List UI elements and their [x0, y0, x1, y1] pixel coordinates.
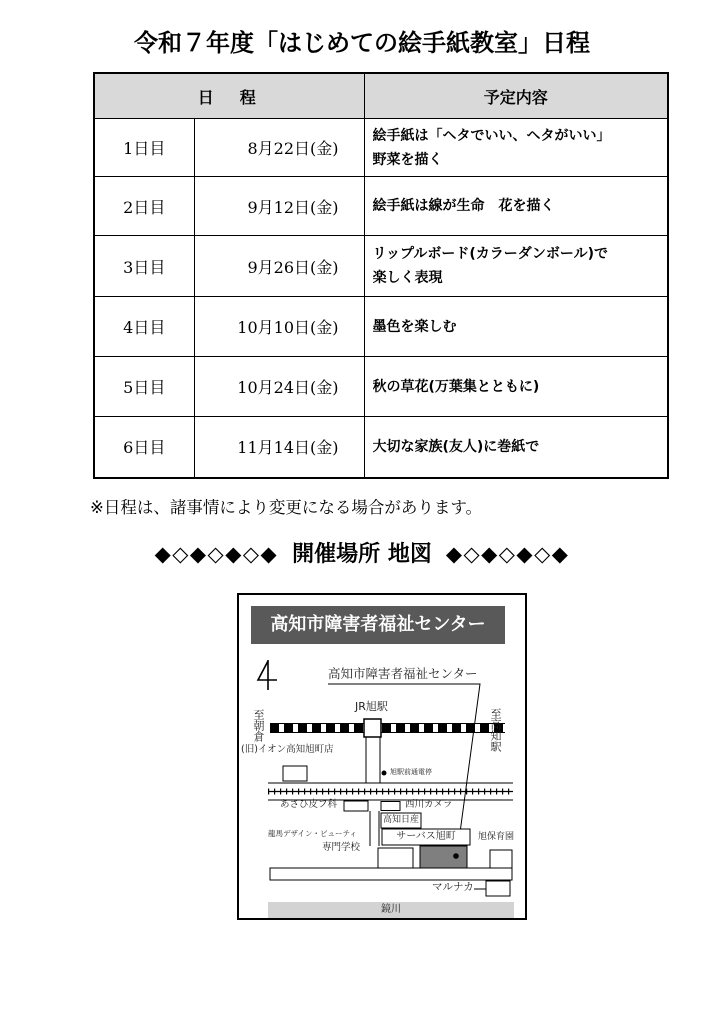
page-title: 令和７年度「はじめての絵手紙教室」日程 — [134, 29, 590, 57]
welfare-center-marker — [453, 853, 459, 859]
header-content: 予定内容 — [364, 73, 668, 119]
table-row — [94, 119, 668, 177]
jr-railway-line — [270, 724, 505, 733]
content-line: 絵手紙は「ヘタでいい、ヘタがいい」 — [372, 127, 611, 144]
session-content — [364, 297, 668, 357]
map-header: 高知市障害者福祉センター — [251, 606, 505, 644]
content-line: 楽しく表現 — [372, 270, 443, 286]
venue-map-heading — [0, 541, 724, 568]
schedule-table — [93, 72, 669, 479]
session-day: 3日目 — [94, 236, 194, 297]
map-label-asahi-nursery: 旭保育園 — [478, 832, 515, 842]
building-asahi-dermatology — [344, 801, 368, 811]
session-day: 1日目 — [94, 119, 194, 177]
jr-asahi-station-marker — [364, 719, 381, 737]
building-asahi-nursery — [490, 850, 512, 868]
map-label-vocational-school: 専門学校 — [322, 842, 361, 853]
content-line: 大切な家族(友人)に巻紙で — [372, 438, 540, 455]
session-content — [364, 417, 668, 478]
content-line: 絵手紙は線が生命 花を描く — [372, 198, 555, 214]
map-label-kagami-river: 鏡川 — [381, 904, 401, 915]
session-content — [364, 177, 668, 236]
session-date: 9月26日(金) — [194, 236, 364, 297]
content-line: 秋の草花(万葉集とともに) — [372, 378, 540, 395]
table-row — [94, 297, 668, 357]
map-label-ryoma-design-beauty: 龍馬デザイン・ビューティ — [268, 829, 357, 838]
session-day: 4日目 — [94, 297, 194, 357]
session-day: 5日目 — [94, 357, 194, 417]
table-row — [94, 236, 668, 297]
table-row — [94, 177, 668, 236]
map-label-tram-stop: 旭駅前通電停 — [390, 768, 432, 776]
map-label-asahi-dermatology: あさひ皮フ科 — [280, 799, 338, 810]
session-content — [364, 357, 668, 417]
session-date: 8月22日(金) — [194, 119, 364, 177]
map-label-nishikawa-camera: 西川カメラ — [405, 799, 453, 810]
session-day: 6日目 — [94, 417, 194, 478]
table-row — [94, 357, 668, 417]
building-welfare-center — [420, 846, 467, 868]
venue-map — [237, 593, 527, 920]
heading-text: 開催場所 地図 — [292, 542, 432, 567]
map-label-marunaka: マルナカ — [432, 881, 474, 893]
heading-decoration-right: ◆◇◆◇◆◇◆ — [445, 542, 570, 566]
building-nishikawa-camera — [381, 802, 400, 811]
building-vocational-school — [378, 848, 413, 868]
building-aeon — [283, 766, 307, 781]
session-content — [364, 119, 668, 177]
session-day: 2日目 — [94, 177, 194, 236]
session-date: 11月14日(金) — [194, 417, 364, 478]
session-content — [364, 236, 668, 297]
session-date: 9月12日(金) — [194, 177, 364, 236]
building-marunaka — [486, 881, 510, 896]
content-line: リップルボード(カラーダンボール)で — [372, 246, 609, 262]
tram-stop-marker — [382, 771, 387, 776]
schedule-change-note: ※日程は、諸事情により変更になる場合があります。 — [90, 498, 483, 517]
map-label-servus-asahimachi: サーバス旭町 — [396, 831, 456, 842]
map-label-to-kochi-station: 至高知駅 — [489, 708, 502, 752]
map-label-aeon: (旧)イオン高知旭町店 — [241, 744, 334, 755]
heading-decoration-left: ◆◇◆◇◆◇◆ — [154, 542, 279, 566]
table-header-row — [94, 73, 668, 119]
map-label-center: 高知市障害者福祉センター — [328, 666, 478, 681]
map-label-to-asakura: 至朝倉 — [252, 709, 265, 742]
session-date: 10月10日(金) — [194, 297, 364, 357]
table-row — [94, 417, 668, 478]
map-label-jr-station: JR旭駅 — [355, 700, 388, 713]
map-label-kochi-nissan: 高知日産 — [382, 815, 419, 825]
content-line: 墨色を楽しむ — [372, 318, 457, 335]
session-date: 10月24日(金) — [194, 357, 364, 417]
content-line: 野菜を描く — [372, 151, 443, 168]
header-date: 日 程 — [94, 73, 364, 119]
